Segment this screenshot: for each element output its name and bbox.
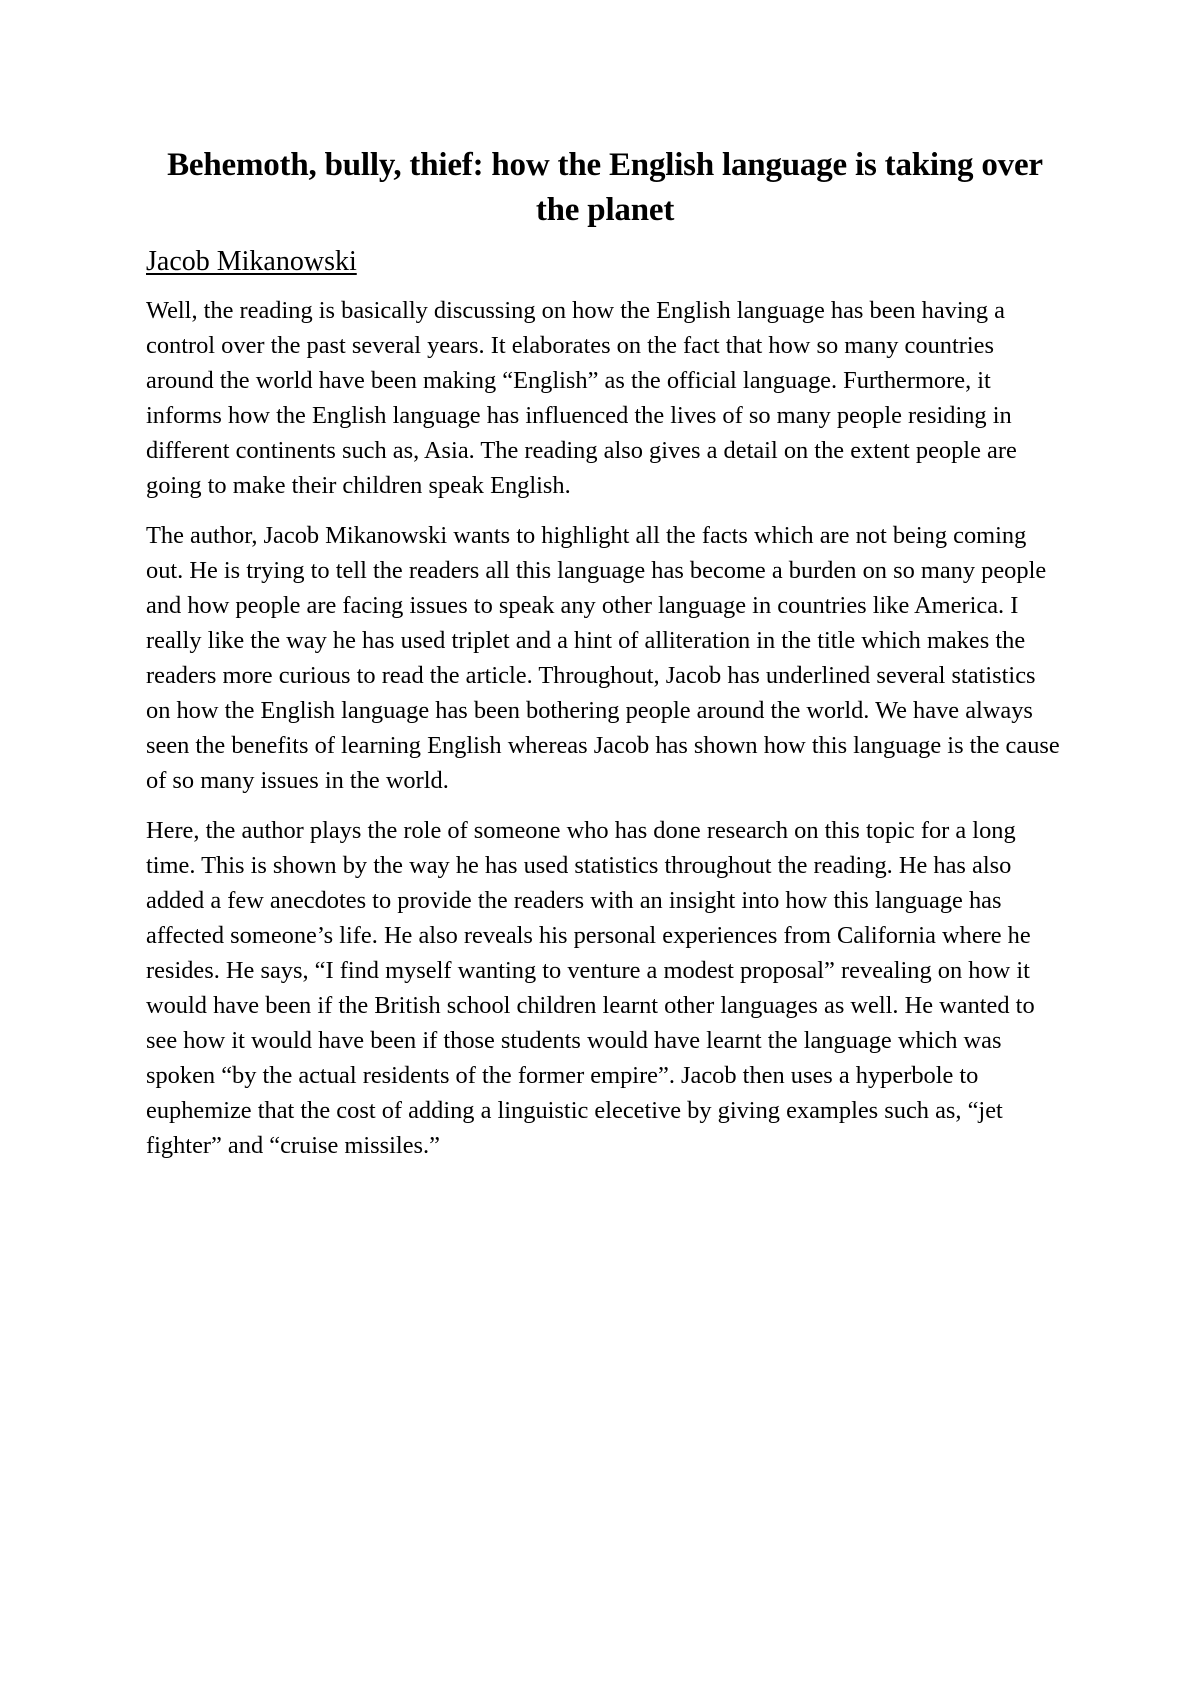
document-title: Behemoth, bully, thief: how the English language is taking over the planet	[167, 147, 1043, 228]
paragraph-author-role: Here, the author plays the role of someone who has done research on this topic for a long time. This is shown by the way he has used statistics throughout the reading. He has also added a few anecdotes to provide the readers with an insight into how this language has affected someone’s life. He also reveals his personal experiences from California where he resides. He says, “I find myself wanting to venture a modest proposal” revealing on how it would have been if the British school children learnt other languages as well. He wanted to see how it would have been if those students would have learnt the language which was spoken “by the actual residents of the former empire”. Jacob then uses a hyperbole to euphemize that the cost of adding a linguistic elecetive by giving examples such as, “jet fighter” and “cruise missiles.”	[146, 817, 1035, 1159]
paragraph-author-intent: The author, Jacob Mikanowski wants to highlight all the facts which are not being coming out. He is trying to tell the readers all this language has become a burden on so many people and how people are facing issues to speak any other language in countries like America. I really like the way he has used triplet and a hint of alliteration in the title which makes the readers more curious to read the article. Throughout, Jacob has underlined several statistics on how the English language has been bothering people around the world. We have always seen the benefits of learning English whereas Jacob has shown how this language is the cause of so many issues in the world.	[146, 522, 1060, 794]
author-name: Jacob Mikanowski	[146, 246, 357, 277]
document-body	[146, 143, 1064, 1163]
paragraph-summary: Well, the reading is basically discussing on how the English language has been having a control over the past several years. It elaborates on the fact that how so many countries around the world have been making “English” as the official language. Furthermore, it informs how the English language has influenced the lives of so many people residing in different continents such as, Asia. The reading also gives a detail on the extent people are going to make their children speak English.	[146, 297, 1017, 499]
